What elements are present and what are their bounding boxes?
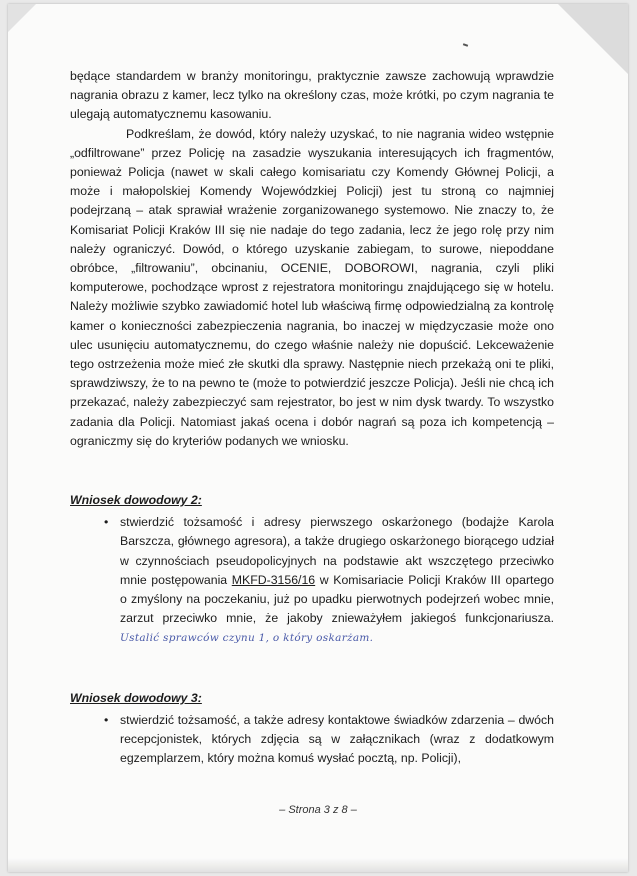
section-2-list bbox=[70, 513, 554, 648]
bullet-icon: • bbox=[104, 515, 109, 530]
page-edge-shadow bbox=[8, 858, 628, 872]
ink-mark bbox=[463, 43, 468, 47]
section-3-heading: Wniosek dowodowy 3: bbox=[70, 690, 202, 705]
folded-corner-left bbox=[8, 4, 36, 32]
paragraph-1: będące standardem w branży monitoringu, praktycznie zawsze zachowują wprawdzie nagrania obrazu z kamer, lecz tylko na określony czas, może krótki, po czym nagrania te ulegają automatycznemu kasowaniu. bbox=[70, 69, 554, 122]
section-2-heading: Wniosek dowodowy 2: bbox=[70, 493, 202, 508]
handwritten-note: Ustalić sprawców czynu 1, o który oskarżam. bbox=[120, 632, 374, 645]
list-item bbox=[104, 711, 554, 769]
page-number-footer: – Strona 3 z 8 – bbox=[279, 804, 357, 816]
section-3-list bbox=[70, 711, 554, 769]
paragraph-2: Podkreślam, że dowód, który należy uzyskać, to nie nagrania wideo wstępnie „odfiltrowane” przez Policję na zasadzie wyszukania interesujących ich fragmentów, ponieważ Policja (nawet w skali całego komisariatu czy Komendy Głównej Policji, a może i małopolskiej Komendy Wojewódzkiej Policji) jest tu stroną co najmniej podejrzaną – atak sprawiał wrażenie zorganizowanego systemowo. Nie znaczy to, że Komisariat Policji Kraków III się nie nadaje do tego zadania, lecz że jego rolę przy nim należy ograniczyć. Dowód, o którego uzyskanie zabiegam, to surowe, niepoddane obróbce, „filtrowaniu”, obcinaniu, OCENIE, DOBOROWI, nagrania, czyli pliki komputerowe, pochodzące wprost z rejestratora monitoringu znajdującego się w hotelu. Należy możliwie szybko zawiadomić hotel lub właściwą firmę odpowiedzialną za kontrolę kamer o konieczności zabezpieczenia nagrania, bo inaczej w międzyczasie może ono ulec usunięciu automatycznemu, do czego właśnie należy nie dopuścić. Lekceważenie tego ostrzeżenia może mieć złe skutki dla sprawy. Następnie niech przekażą oni te pliki, sprawdziwszy, że to na pewno te (może to potwierdzić jeszcze Policja). Jeśli nie chcą ich przekazać, należy zabezpieczyć sam rejestrator, bo jest w nim dysk twardy. To wszystko zadania dla Policji. Natomiast jakaś ocena i dobór nagrań są poza ich kompetencją – ograniczmy się do kryteriów podanych we wniosku. bbox=[70, 126, 554, 448]
document-page bbox=[8, 4, 628, 872]
case-number: MKFD-3156/16 bbox=[231, 572, 316, 587]
list-item bbox=[104, 513, 554, 648]
bullet-icon: • bbox=[104, 712, 109, 727]
list-item-text-start: stwierdzić tożsamość i adresy pierwszego oskarżonego (bodajże Karola Barszcza, głównego agresora), a także drugiego oskarżonego biorącego udział w czynnościach pseudopolicyjnych na podstawie akt wszczętego przeciwko mnie postępowania bbox=[120, 515, 554, 587]
list-item-text: stwierdzić tożsamość, a także adresy kontaktowe świadków zdarzenia – dwóch recepcjonistek, których zdjęcia są w załącznikach (wraz z dodatkowym egzemplarzem, który można komuś wysłać pocztą, np. Policji), bbox=[120, 712, 554, 766]
list-item-text-end: w Komisariacie Policji Kraków III opartego o zmyślony na poczekaniu, już po upadku pierwotnych podejrzeń wobec mnie, zarzut przeciwko mnie, że jakoby znieważyłem jakiegoś funkcjonariusza. bbox=[120, 572, 554, 626]
document-body bbox=[70, 67, 554, 769]
folded-corner-right bbox=[558, 4, 628, 74]
